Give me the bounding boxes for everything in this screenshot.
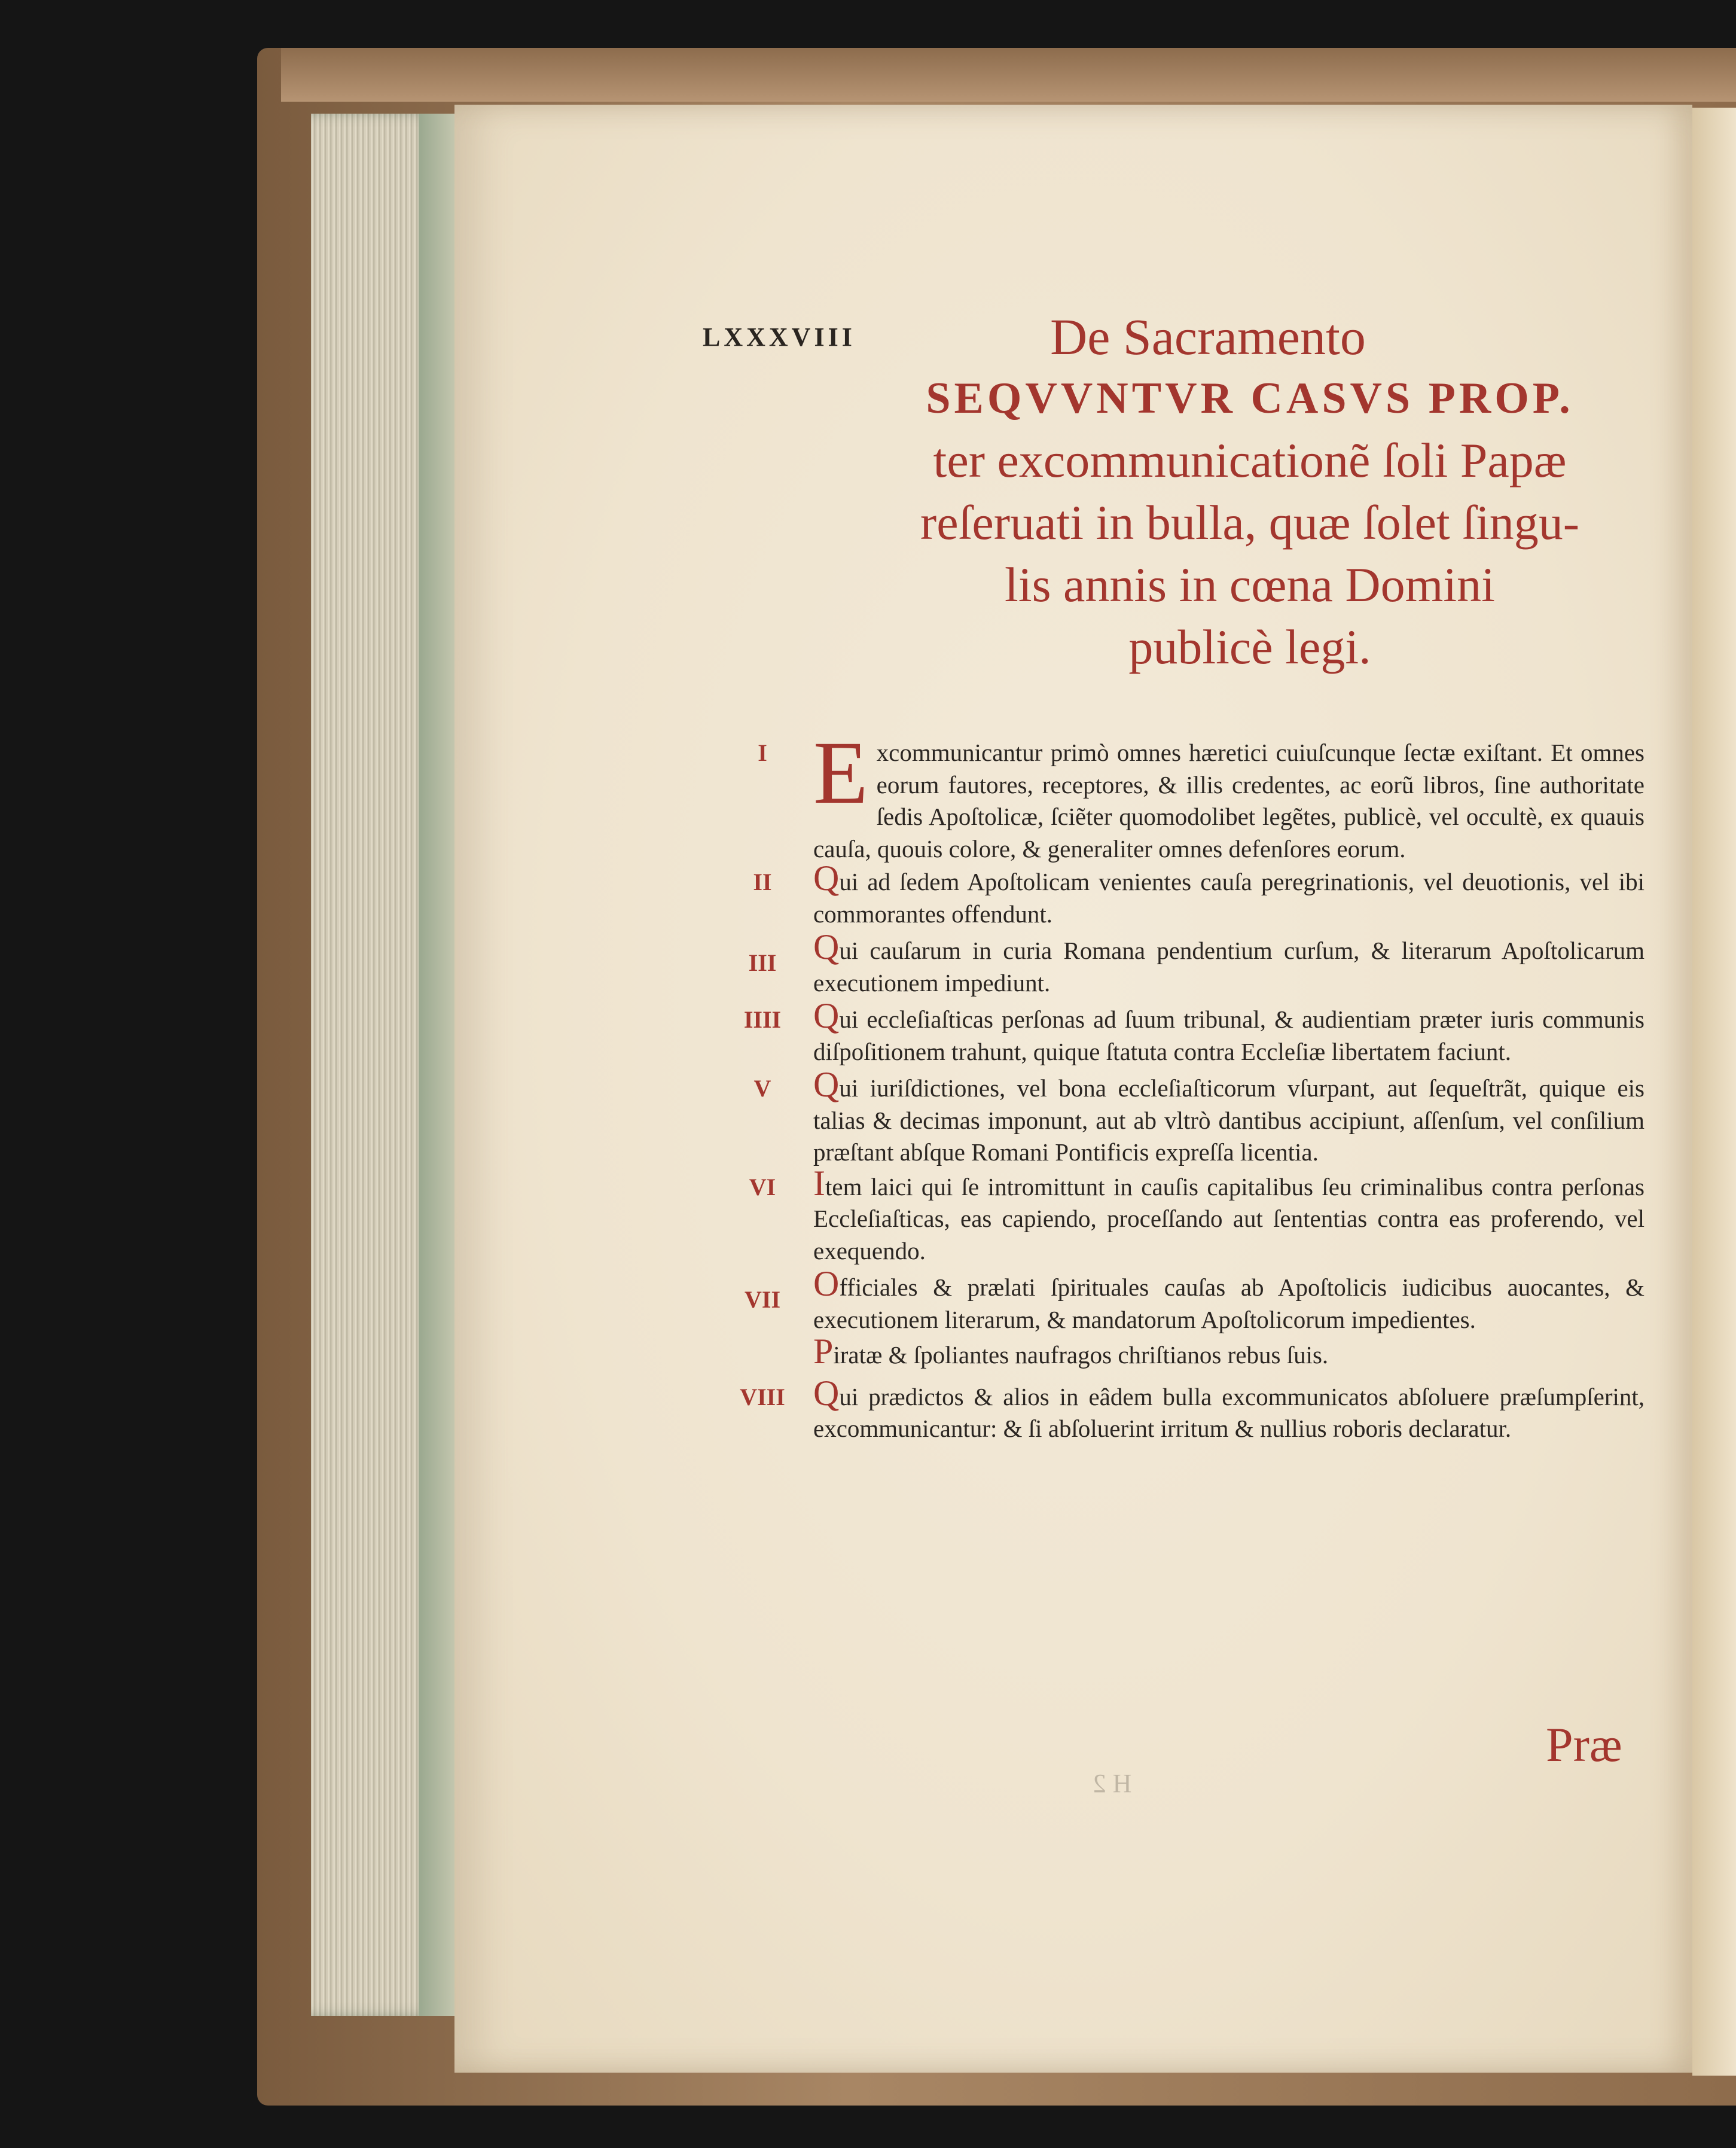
paragraph-1 [758, 723, 1645, 865]
paragraph-text: ui iuriſdictiones, vel bona eccleſiaſticorum vſurpant, aut ſequeſtrãt, quique eis talias & decimas imponunt, aut ab vltrò dantibus accipiunt, aſſenſum, vel conſilium præſtant abſque Romani Pontificis expreſſa licentia. [813, 1074, 1645, 1166]
facing-page-edge [1692, 108, 1736, 2076]
rubric-initial: Q [813, 996, 840, 1035]
show-through-signature: H 2 [1093, 1769, 1132, 1798]
rubric-initial: I [813, 1163, 825, 1203]
rubric-initial: P [813, 1332, 834, 1371]
heading-line-6: publicè legi. [1128, 620, 1371, 674]
rubric-initial: Q [813, 1373, 840, 1413]
paragraph-text: ui prædictos & alios in eâdem bulla excommunicatos abſoluere præſumpſerint, excommunicantur: & ſi abſoluerint irritum & nullius roboris declaratur. [813, 1382, 1645, 1442]
margin-number: V [753, 1075, 771, 1102]
heading-line-5: lis annis in cœna Domini [1005, 557, 1495, 612]
page-edge-tint [419, 114, 454, 2016]
margin-number: VIII [740, 1383, 785, 1410]
heading-line-3: ter excommunicationẽ ſoli Papæ [933, 433, 1567, 488]
text-body [740, 723, 1645, 1445]
catchword: Præ [1546, 1717, 1622, 1772]
rubric-initial: Q [813, 858, 840, 898]
paragraph-7 [744, 1264, 1645, 1336]
paragraph-3 [748, 927, 1645, 999]
paragraph-text: tem laici qui ſe intromittunt in cauſis capitalibus ſeu criminalibus contra perſonas Eccleſiaſticas, eas capiendo, proceſſando aut ſententias contra eas proferendo, vel exequendo. [813, 1172, 1645, 1265]
margin-number: III [748, 949, 777, 976]
paragraph-5 [753, 1065, 1645, 1169]
binding-top-edge [281, 48, 1736, 102]
margin-number: VI [749, 1173, 776, 1201]
rubric-initial: O [813, 1264, 840, 1303]
paragraph-text: iratæ & ſpoliantes naufragos chriſtianos rebus ſuis. [833, 1341, 1329, 1369]
paragraph-9 [740, 1373, 1645, 1445]
paragraph-text: xcommunicantur primò omnes hæretici cuiuſcunque ſectæ exiſtant. Et omnes eorum fautores, receptores, & illis credentes, ac eorũ libros, ſine authoritate ſedis Apoſtolicæ, ſciẽter quomodolibet legẽtes, publicè, vel occultè, ex quauis cauſa, quouis colore, & generaliter omnes defenſores eorum. [813, 739, 1645, 863]
chapter-heading [813, 306, 1686, 678]
heading-line-2: SEQVVNTVR CASVS PROP. [926, 374, 1574, 423]
margin-number: VII [744, 1286, 781, 1313]
heading-line-1: De Sacramento [1050, 308, 1366, 365]
paragraph-2 [753, 858, 1645, 930]
paragraph-text: ui cauſarum in curia Romana pendentium curſum, & literarum Apoſtolicarum executionem impediunt. [813, 937, 1645, 997]
paragraph-4 [743, 996, 1645, 1068]
paragraph-6 [749, 1163, 1645, 1268]
paragraph-text: fficiales & prælati ſpirituales cauſas ab Apoſtolicis iudicibus auocantes, & executionem literarum, & mandatorum Apoſtolicorum impedientes. [813, 1273, 1645, 1333]
paragraph-text: ui eccleſiaſticas perſonas ad ſuum tribunal, & audientiam præter iuris communis diſpoſitionem trahunt, quique ſtatuta contra Eccleſiæ libertatem faciunt. [813, 1006, 1645, 1065]
margin-number: I [758, 739, 767, 766]
paragraph-8 [813, 1332, 1645, 1372]
rubric-initial: Q [813, 927, 840, 967]
heading-line-4: reſeruati in bulla, quæ ſolet ſingu- [920, 495, 1580, 550]
folio-number: LXXXVIII [703, 322, 856, 352]
margin-number: IIII [743, 1006, 782, 1033]
paragraph-text: ui ad ſedem Apoſtolicam venientes cauſa peregrinationis, vel deuotionis, vel ibi commorantes offendunt. [813, 868, 1645, 928]
margin-number: II [753, 869, 772, 895]
drop-initial: E [813, 723, 868, 822]
rubric-initial: Q [813, 1065, 840, 1104]
